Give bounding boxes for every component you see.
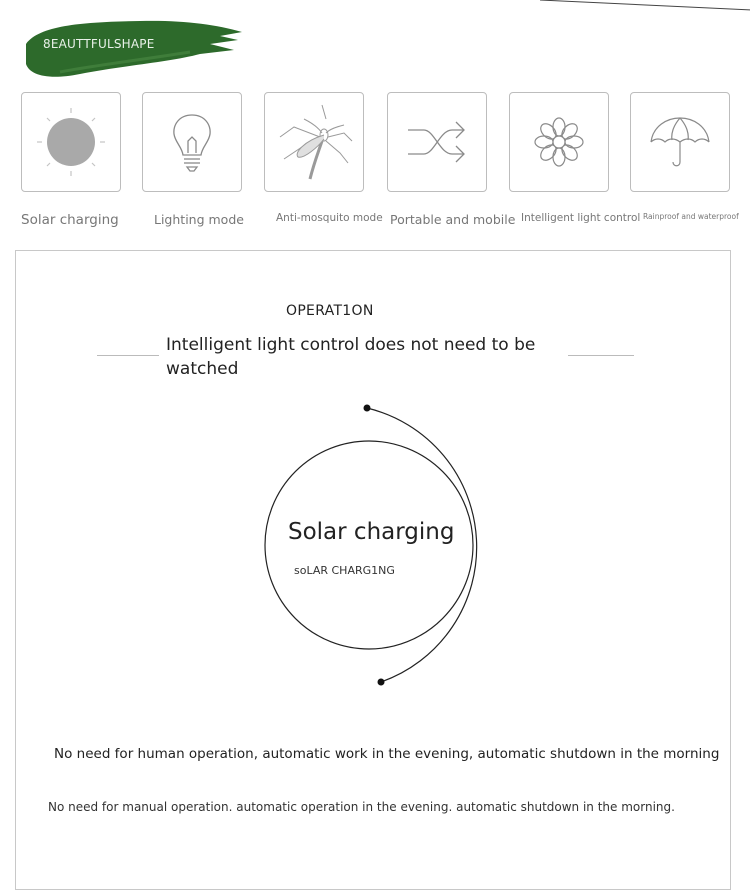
mosquito-icon <box>274 97 354 187</box>
decorative-line <box>540 0 750 12</box>
operation-title: OPERAT1ON <box>286 303 374 319</box>
feature-label-lighting: Lighting mode <box>154 212 244 227</box>
feature-label-solar: Solar charging <box>21 212 119 228</box>
operation-note-secondary: No need for manual operation. automatic operation in the evening. automatic shutdown in the morning. <box>48 800 675 814</box>
feature-rainproof <box>630 92 730 192</box>
divider-right <box>568 355 634 356</box>
feature-solar-charging <box>21 92 121 192</box>
operation-subtitle: Intelligent light control does not need to be watched <box>166 335 536 379</box>
feature-portable <box>387 92 487 192</box>
divider-left <box>97 355 159 356</box>
charging-diagram <box>260 398 520 693</box>
circle-title: Solar charging <box>288 519 455 545</box>
feature-label-portable: Portable and mobile <box>390 212 516 227</box>
feature-lighting-mode <box>142 92 242 192</box>
brand-name: 8EAUTTFULSHAPE <box>43 37 155 51</box>
sun-icon <box>31 102 111 182</box>
circle-subtitle: soLAR CHARG1NG <box>294 564 395 577</box>
shuffle-icon <box>402 112 472 172</box>
flower-icon <box>529 112 589 172</box>
operation-note-primary: No need for human operation, automatic work in the evening, automatic shutdown in the morning <box>54 746 720 762</box>
feature-label-mosquito: Anti-mosquito mode <box>276 212 383 224</box>
lightbulb-icon <box>162 107 222 177</box>
umbrella-icon <box>645 112 715 172</box>
feature-anti-mosquito <box>264 92 364 192</box>
feature-light-control <box>509 92 609 192</box>
feature-label-rainproof: Rainproof and waterproof <box>643 212 739 221</box>
feature-label-light-control: Intelligent light control <box>521 212 641 224</box>
